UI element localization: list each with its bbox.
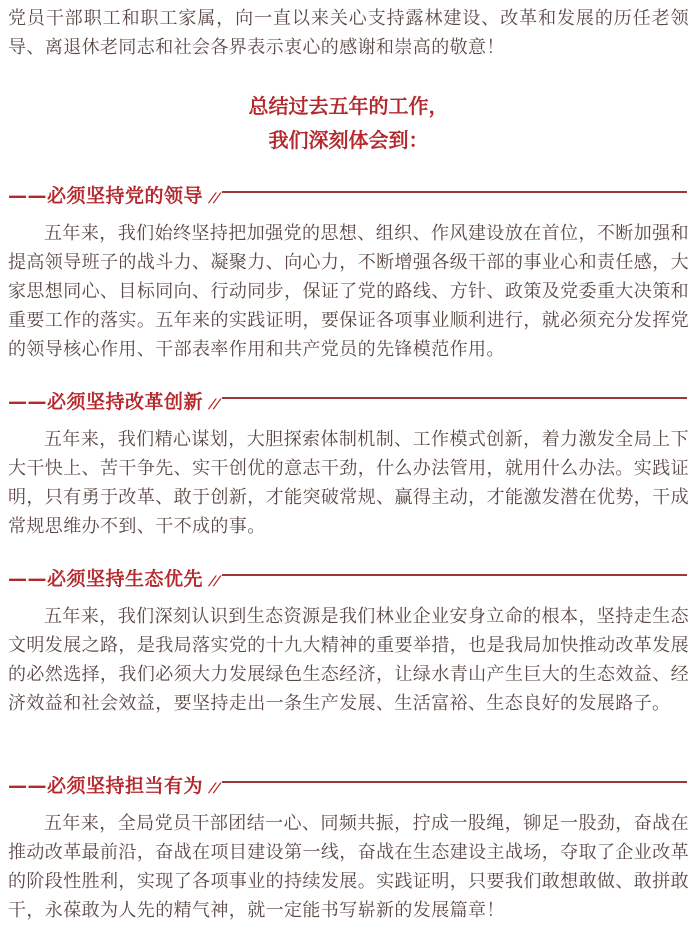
section-heading — [8, 565, 689, 589]
section-heading-text: ——必须坚持党的领导 — [8, 184, 204, 207]
heading-rule — [222, 574, 687, 576]
double-slash-decoration: // — [208, 573, 222, 589]
section-responsibility — [8, 772, 689, 925]
center-title-line-1: 总结过去五年的工作， — [248, 94, 449, 118]
double-slash-decoration: // — [208, 780, 222, 796]
double-slash-decoration: // — [208, 396, 222, 412]
section-heading — [8, 182, 689, 206]
intro-paragraph: 党员干部职工和职工家属，向一直以来关心支持露林建设、改革和发展的历任老领导、离退休老同志和社会各界表示衷心的感谢和崇高的敬意！ — [8, 8, 689, 58]
section-paragraph: 五年来，我们深刻认识到生态资源是我们林业企业安身立命的根本，坚持走生态文明发展之路，是我局落实党的十九大精神的重要举措，也是我局加快推动改革发展的必然选择，我们必须大力发展绿色生态经济，让绿水青山产生巨大的生态效益、经济效益和社会效益，要坚持走出一条生产发展、生活富裕、生态良好的发展路子。 — [8, 606, 689, 714]
double-slash-decoration: // — [208, 190, 222, 206]
heading-rule — [222, 191, 687, 193]
center-title-block — [8, 89, 689, 157]
section-paragraph: 五年来，全局党员干部团结一心、同频共振，拧成一股绳，铆足一股劲，奋战在推动改革最前沿，奋战在项目建设第一线，奋战在生态建设主战场，夺取了企业改革的阶段性胜利，实现了各项事业的持续发展。实践证明，只要我们敢想敢做、敢拼敢干，永葆敢为人先的精气神，就一定能书写崭新的发展篇章！ — [8, 813, 689, 921]
section-heading — [8, 388, 689, 412]
section-reform-innovation — [8, 388, 689, 541]
section-heading-text: ——必须坚持担当有为 — [8, 774, 204, 797]
section-heading-text: ——必须坚持改革创新 — [8, 390, 204, 413]
heading-rule — [222, 397, 687, 399]
heading-rule — [222, 781, 687, 783]
section-party-leadership — [8, 182, 689, 364]
section-paragraph: 五年来，我们精心谋划，大胆探索体制机制、工作模式创新，着力激发全局上下大干快上、苦干争先、实干创优的意志干劲，什么办法管用，就用什么办法。实践证明，只有勇于改革、敢于创新，才能突破常规、赢得主动，才能激发潜在优势，干成常规思维办不到、干不成的事。 — [8, 429, 689, 537]
section-paragraph: 五年来，我们始终坚持把加强党的思想、组织、作风建设放在首位，不断加强和提高领导班子的战斗力、凝聚力、向心力，不断增强各级干部的事业心和责任感，大家思想同心、目标同向、行动同步，保证了党的路线、方针、政策及党委重大决策和重要工作的落实。五年来的实践证明，要保证各项事业顺利进行，就必须充分发挥党的领导核心作用、干部表率作用和共产党员的先锋模范作用。 — [8, 223, 689, 360]
section-ecology-first — [8, 565, 689, 718]
center-title-line-2: 我们深刻体会到： — [268, 128, 429, 152]
section-heading-text: ——必须坚持生态优先 — [8, 567, 204, 590]
section-heading — [8, 772, 689, 796]
